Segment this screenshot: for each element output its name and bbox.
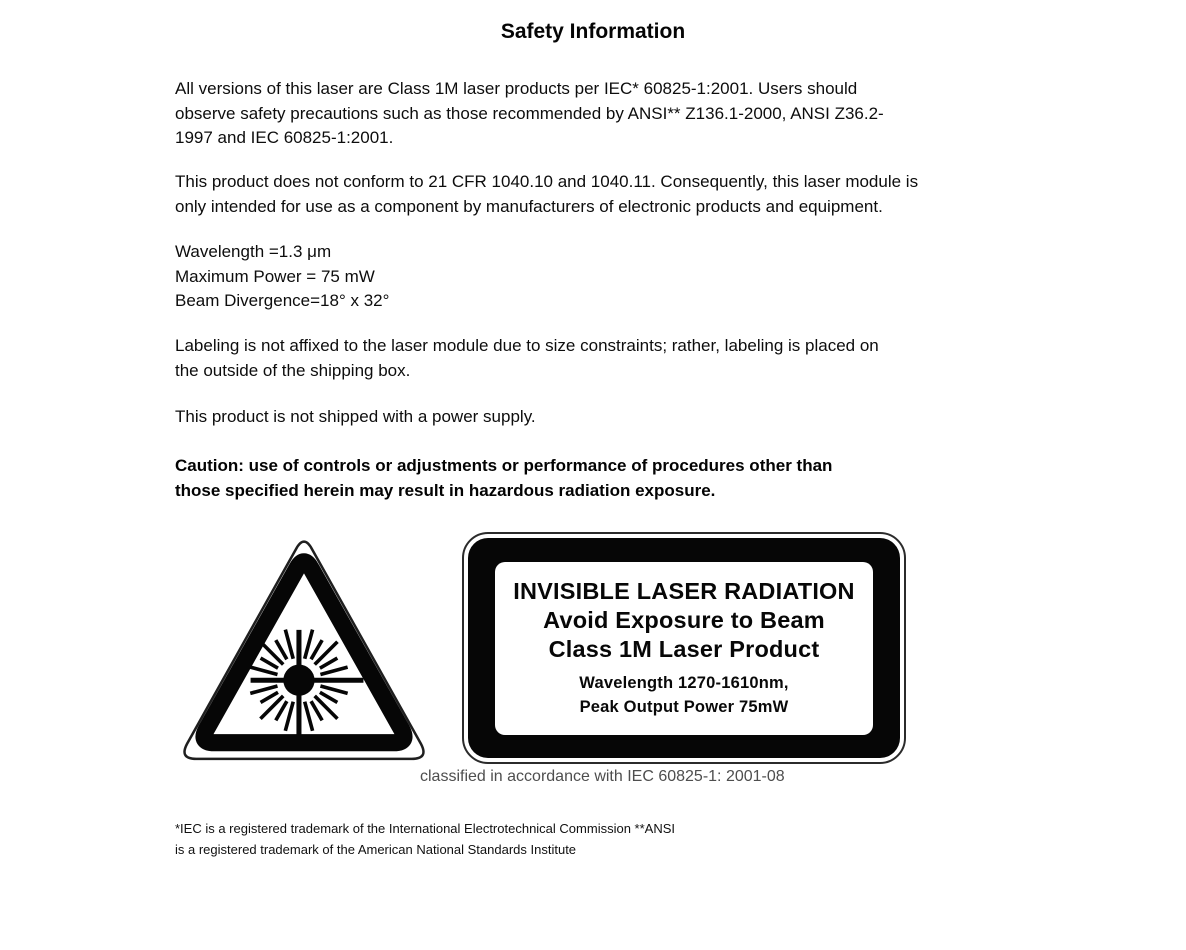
paragraph-line: those specified herein may result in hazardous radiation exposure. xyxy=(175,480,716,500)
label-line-class: Class 1M Laser Product xyxy=(548,636,820,662)
paragraph-line: Labeling is not affixed to the laser module due to size constraints; rather, labeling is placed on xyxy=(175,336,879,355)
paragraph-labeling xyxy=(175,334,879,383)
laser-starburst-warning-triangle-icon xyxy=(176,529,434,769)
spec-beam-divergence: Beam Divergence=18° x 32° xyxy=(175,291,390,310)
footnote-line: *IEC is a registered trademark of the International Electrotechnical Commission **ANSI xyxy=(175,821,675,836)
paragraph-line: only intended for use as a component by manufacturers of electronic products and equipment. xyxy=(175,196,883,216)
paragraph-line: observe safety precautions such as those recommended by ANSI** Z136.1-2000, ANSI Z36.2- xyxy=(175,103,884,123)
classification-note: classified in accordance with IEC 60825-1: 2001-08 xyxy=(420,768,785,785)
label-line-wavelength: Wavelength 1270-1610nm, xyxy=(579,674,789,692)
label-black-border xyxy=(468,538,900,758)
caution-statement xyxy=(175,454,832,503)
paragraph-line: the outside of the shipping box. xyxy=(175,360,411,380)
laser-source-dot xyxy=(283,665,314,696)
label-line-radiation: INVISIBLE LASER RADIATION xyxy=(513,578,855,604)
paragraph-line: All versions of this laser are Class 1M laser products per IEC* 60825-1:2001. Users should xyxy=(175,79,858,98)
paragraph-line: 1997 and IEC 60825-1:2001. xyxy=(175,128,394,147)
footnote-line: is a registered trademark of the American National Standards Institute xyxy=(175,841,577,857)
laser-warning-text-label xyxy=(462,532,906,764)
page-title: Safety Information xyxy=(500,20,686,43)
label-line-peak-power: Peak Output Power 75mW xyxy=(579,698,789,716)
label-text-panel xyxy=(495,562,873,735)
spec-wavelength: Wavelength =1.3 μm xyxy=(175,242,332,261)
specs-block xyxy=(175,240,389,314)
trademark-footnote xyxy=(175,819,675,860)
spec-max-power: Maximum Power = 75 mW xyxy=(175,266,375,286)
paragraph-line: This product is not shipped with a power supply. xyxy=(175,407,536,426)
paragraph-conformance xyxy=(175,170,918,219)
paragraph-class-info xyxy=(175,77,884,151)
paragraph-power-supply xyxy=(175,405,536,430)
paragraph-line: Caution: use of controls or adjustments or performance of procedures other than xyxy=(175,456,833,475)
label-line-avoid-exposure: Avoid Exposure to Beam xyxy=(543,607,825,633)
paragraph-line: This product does not conform to 21 CFR 1040.10 and 1040.11. Consequently, this laser module is xyxy=(175,172,919,191)
